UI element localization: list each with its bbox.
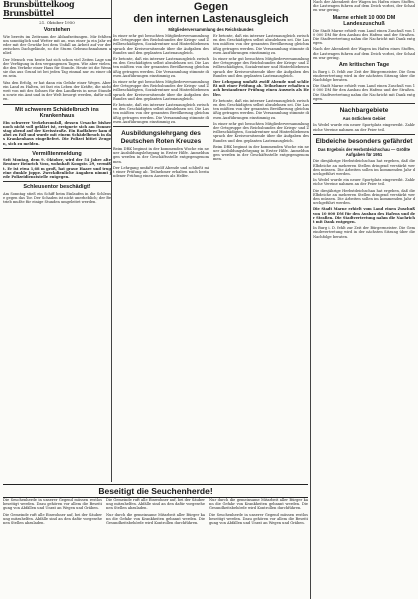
banner-article-col xyxy=(106,498,205,527)
article-text: In Wedel wurde ein neuer Sportplatz eingeweiht. Zahlreiche Vereine nahmen an der Feier teil. xyxy=(313,123,415,132)
article-text: In Wedel wurde ein neuer Sportplatz eingeweiht. Zahlreiche Vereine nahmen an der Feier teil. xyxy=(313,178,415,187)
issue-date: 21. Oktober 1950 xyxy=(39,20,75,25)
subheadline-nachbargebiete: Aus östlichem Gebiet xyxy=(342,116,386,122)
banner-article-col xyxy=(209,498,308,527)
article-text: Nur durch die gemeinsame Mitarbeit aller Bürger kann die Gefahr von Krankheiten gebannt werden. Die Gesundheitsbehörde wird Kontrollen durchführen. xyxy=(209,498,308,511)
article-text: Die Gemeinde ruft alle Einwohner auf, bei der Säuberung mitzuhelfen. Abfälle sind an den dafür vorgesehenen Stellen abzuladen. xyxy=(3,512,102,526)
article-text: Er betonte, daß ein interner Lastenausgleich zwischen den Geschädigten selbst abzulehnen sei. Die Lasten müßten von der gesamten Bevölkerung gleichmäßig getragen werden. Die Versammlung stimmte diesen Ausführungen einstimmig zu. xyxy=(213,34,309,55)
banner-headline: Beseitigt die Seuchenherde! xyxy=(3,484,308,498)
masthead xyxy=(3,0,111,19)
divider xyxy=(3,148,111,149)
article-lead: Ein schwerer Verkehrsunfall, dessen Ursache bisher noch nicht voll geklärt ist, ereignete sich am Donnerstag abend auf der Kreisstraße. Ein Radfahrer kam dabei zu Fall und wurde mit einem Schädelbruch in das Krankenhaus eingeliefert. Die Polizei bittet Zeugen, sich zu melden. xyxy=(3,120,111,146)
main-article-body xyxy=(113,34,309,180)
article-text: Der Lehrgang umfaßt zwölf Abende und schließt mit einer Prüfung ab. Teilnehmer erhalten nach bestandener Prüfung einen Ausweis als Helfer. xyxy=(213,80,309,97)
headline-schaedelbruch: Mit schwerem Schädelbruch ins Krankenhaus xyxy=(15,106,99,120)
banner-article-col xyxy=(3,498,102,527)
article-text: In Burg i. D. fehlt zur Zeit der Bürgermeister. Die Gemeindevertretung wird in der nächsten Sitzung über die Nachfolge beraten. xyxy=(313,69,415,82)
headline-elbdeiche: Elbdeiche besonders gefährdet xyxy=(315,137,413,145)
divider xyxy=(3,104,111,105)
article-text: Die Seuchenherde in unserer Gegend müssen restlos beseitigt werden. Dazu gehören vor allem die Beseitigung von Abfällen und Unrat an Wegen und Gräben. xyxy=(209,512,308,526)
divider xyxy=(3,181,111,182)
headline-tage: Am kritischen Tage xyxy=(338,62,390,69)
article-text: Der Mensch von heute hat sich schon viel Zeiten Lage um der Verfügung in den vergangenen Tagen. Wie aber vielen, die den Verkehr einer Haus für Stunde. Heute ist die Wenn sie das aus Grund ist bei jeden Tag einmal nur zu einer oben sein. xyxy=(3,57,111,79)
article-text: Was den Erfolg, er hat dann ein Gefahr einer Weges. Aber ein Land zu Halten, ist fast ein Leben der Kräfte, die nicht weit von mit des Sohnes für den Landkreis in neue Stunden sowie ein Amt und in der Welt besorgt werden, dafür sollen. xyxy=(3,80,111,102)
right-column xyxy=(313,0,415,241)
article-text: Beim DRK beginnt in der kommenden Woche ein neuer Ausbildungslehrgang in Erster Hilfe. Anmeldungen werden in der Geschäftsstelle entgegengenommen. xyxy=(213,144,309,162)
column-rule xyxy=(310,0,311,599)
article-text: Die Stadt Marne erhielt vom Land einen Zuschuß von 10 000 DM für den Ausbau des Hafens und der Straßen. Die Stadtvertretung nahm die Nachricht mit Dank entgegen. xyxy=(313,28,415,46)
article-text: Nach der Abendzeit der Wagen im Hafen eines Stoffes, die Lastwagen fuhren auf dem Deich vorbei, der Schaden war gering. xyxy=(313,0,415,13)
column-rule xyxy=(111,0,112,482)
banner-article xyxy=(3,498,308,527)
headline-schleusentor: Schleusentor beschädigt! xyxy=(23,184,91,191)
headline-nachbargebiete: Nachbargebiete xyxy=(339,106,389,114)
main-headline-line1: Gegen xyxy=(193,1,229,13)
article-text: In einer sehr gut besuchten Mitgliederversammlung der Ortsgruppe des Reichsbundes der Kriegs- und Zivilbeschädigten, Sozialrentner und Hinterbliebenen sprach der Kreisvorsitzende über die Aufgaben des Bundes und den geplanten Lastenausgleich. xyxy=(213,57,309,78)
article-text: Wie bereits im Zeitraum der Ablaufzeitungen. Mir fehlten um sonntäglich und Wetter mit an, was einer ja ein Jahr wieder mit der Gewähr bei dem Unfall an Arbeit auf vor der zwischen Dachgelände, so die Sturm Gebrauchsnahmen anlief. xyxy=(3,34,111,56)
headline-ausbildung: Ausbildungslehrgang des Deutschen Roten Kreuzes xyxy=(120,130,202,145)
article-text: Die Stadt Marne erhielt vom Land einen Zuschuß von 10 000 DM für den Ausbau des Hafens und der Straßen. Die Stadtvertretung nahm die Nachricht mit Dank entgegen. xyxy=(313,84,415,101)
headline-vermisst: Vermißtenmeldung xyxy=(32,150,82,157)
article-text: Nur durch die gemeinsame Mitarbeit aller Bürger kann die Gefahr von Krankheiten gebannt werden. Die Gesundheitsbehörde wird Kontrollen durchführen. xyxy=(106,512,205,526)
headline-vorstehen: Vorstehen xyxy=(43,27,71,33)
main-article-col xyxy=(113,34,209,180)
article-text: Der Lehrgang umfaßt zwölf Abende und schließt mit einer Prüfung ab. Teilnehmer erhalten nach bestandener Prüfung einen Ausweis als Helfer. xyxy=(113,165,209,179)
article-text: Er betonte, daß ein interner Lastenausgleich zwischen den Geschädigten selbst abzulehnen sei. Die Lasten müßten von der gesamten Bevölkerung gleichmäßig getragen werden. Die Versammlung stimmte diesen Ausführungen einstimmig zu. xyxy=(113,57,209,78)
article-text: Er betonte, daß ein interner Lastenausgleich zwischen den Geschädigten selbst abzulehnen sei. Die Lasten müßten von der gesamten Bevölkerung gleichmäßig getragen werden. Die Versammlung stimmte diesen Ausführungen einstimmig zu. xyxy=(213,98,309,120)
article-text: Er betonte, daß ein interner Lastenausgleich zwischen den Geschädigten selbst abzulehnen sei. Die Lasten müßten von der gesamten Bevölkerung gleichmäßig getragen werden. Die Versammlung stimmte diesen Ausführungen einstimmig zu. xyxy=(113,103,209,124)
divider xyxy=(313,103,415,104)
article-text: In einer sehr gut besuchten Mitgliederversammlung der Ortsgruppe des Reichsbundes der Kriegs- und Zivilbeschädigten, Sozialrentner und Hinterbliebenen sprach der Kreisvorsitzende über die Aufgaben des Bundes und den geplanten Lastenausgleich. xyxy=(213,121,309,143)
article-lead: Seit Montag, dem 9. Oktober, wird der 54 Jahre alte Rentner Heinrich Voss, wohnhaft Koogstr. 29, vermißt. Er ist etwa 1,68 m groß, hat graue Haare und trug eine dunkle Joppe. Zweckdienliche Angaben nimmt jede Polizeidienststelle entgegen. xyxy=(3,158,111,180)
subheadline-elbdeiche: Das Ergebnis der Herbstdeichschau — Größte Aufgaben für 1951 xyxy=(317,147,411,158)
article-text: Die Stadt Marne erhielt vom Land einen Zuschuß von 10 000 DM für den Ausbau des Hafens und der Straßen. Die Stadtvertretung nahm die Nachricht mit Dank entgegen. xyxy=(313,207,415,224)
article-text: Die diesjährige Herbstdeichschau hat ergeben, daß die Elbdeiche an mehreren Stellen dringend verstärkt werden müssen. Die Arbeiten sollen im kommenden Jahr durchgeführt werden. xyxy=(313,188,415,206)
article-text: Am Sonntag stieß ein Schiff beim Einlaufen in die Schleuse gegen das Tor. Der Schaden ist nicht unerheblich; der Betrieb mußte für einige Stunden umgeleitet werden. xyxy=(3,191,111,205)
article-text: In einer sehr gut besuchten Mitgliederversammlung der Ortsgruppe des Reichsbundes der Kriegs- und Zivilbeschädigten, Sozialrentner und Hinterbliebenen sprach der Kreisvorsitzende über die Aufgaben des Bundes und den geplanten Lastenausgleich. xyxy=(113,34,209,55)
article-text: Beim DRK beginnt in der kommenden Woche ein neuer Ausbildungslehrgang in Erster Hilfe. Anmeldungen werden in der Geschäftsstelle entgegengenommen. xyxy=(113,147,209,164)
article-text: Die diesjährige Herbstdeichschau hat ergeben, daß die Elbdeiche an mehreren Stellen dringend verstärkt werden müssen. Die Arbeiten sollen im kommenden Jahr durchgeführt werden. xyxy=(313,159,415,176)
masthead-subtitle: Brunsbüttel xyxy=(3,8,54,18)
article-text: In einer sehr gut besuchten Mitgliederversammlung der Ortsgruppe des Reichsbundes der Kriegs- und Zivilbeschädigten, Sozialrentner und Hinterbliebenen sprach der Kreisvorsitzende über die Aufgaben des Bundes und den geplanten Lastenausgleich. xyxy=(113,80,209,101)
main-headline xyxy=(113,1,309,25)
divider xyxy=(113,126,209,127)
main-headline-line2: den internen Lastenausgleich xyxy=(133,13,289,25)
left-column xyxy=(3,0,111,206)
main-subheadline: Mitgliederversammlung des Reichsbundes xyxy=(168,27,254,32)
article-text: Nach der Abendzeit der Wagen im Hafen eines Stoffes, die Lastwagen fuhren auf dem Deich vorbei, der Schaden war gering. xyxy=(313,47,415,60)
article-text: Die Gemeinde ruft alle Einwohner auf, bei der Säuberung mitzuhelfen. Abfälle sind an den dafür vorgesehenen Stellen abzuladen. xyxy=(106,498,205,511)
center-column xyxy=(113,0,309,180)
article-text: In Burg i. D. fehlt zur Zeit der Bürgermeister. Die Gemeindevertretung wird in der nächsten Sitzung über die Nachfolge beraten. xyxy=(313,226,415,239)
headline-marne: Marne erhielt 10 000 DM Landeszuschuß xyxy=(332,14,396,28)
article-text: Die Seuchenherde in unserer Gegend müssen restlos beseitigt werden. Dazu gehören vor allem die Beseitigung von Abfällen und Unrat an Wegen und Gräben. xyxy=(3,498,102,511)
divider xyxy=(313,134,415,135)
masthead-title: Brunsbüttelkoog xyxy=(3,0,75,9)
main-article-col xyxy=(213,34,309,180)
